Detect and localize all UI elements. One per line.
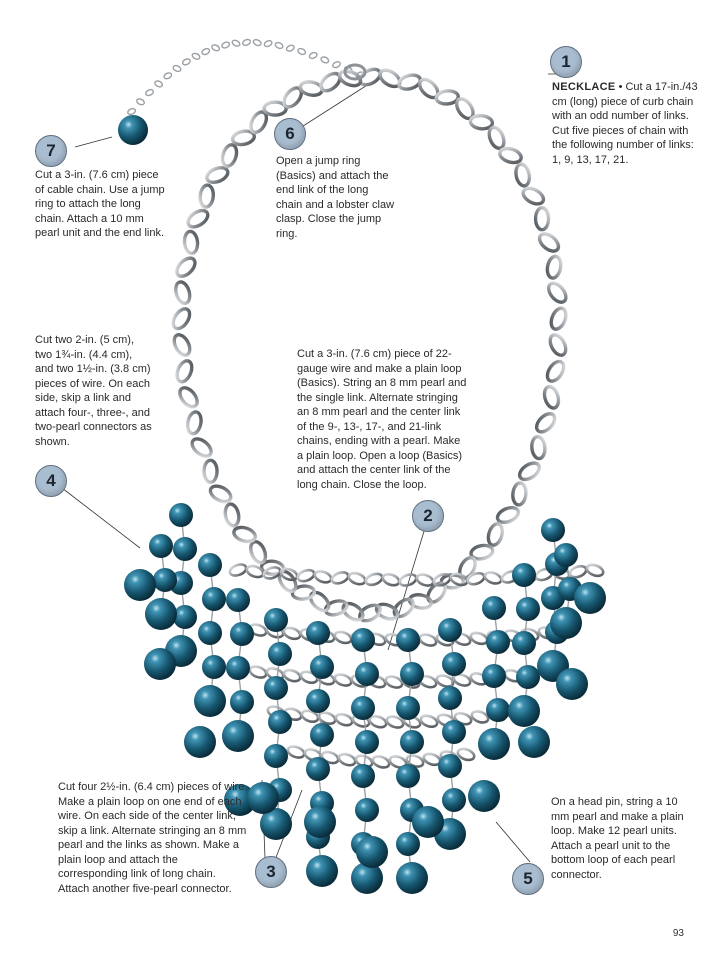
fringe-link (381, 572, 400, 587)
connector-pearl (306, 757, 330, 781)
connector-pearl (396, 832, 420, 856)
connector-pearl (482, 664, 506, 688)
fringe-link (585, 563, 604, 578)
fringe-link (398, 572, 417, 587)
fringe-link (248, 664, 267, 679)
curb-link (531, 436, 546, 459)
cable-link (145, 89, 154, 97)
cable-link (274, 41, 283, 49)
cable-link (297, 47, 306, 55)
connector-pearl (400, 662, 424, 686)
end-pearl (118, 115, 148, 145)
cable-link (242, 38, 251, 46)
connector-pearl (230, 690, 254, 714)
curb-link (204, 460, 217, 482)
curb-link (533, 410, 558, 435)
cable-link (231, 39, 240, 47)
connector-pearl (226, 656, 250, 680)
connector-pearl (202, 587, 226, 611)
connector-pearl (554, 543, 578, 567)
leader-line (62, 488, 140, 548)
connector-pearl (310, 723, 334, 747)
cable-link (191, 52, 200, 60)
curb-link (536, 208, 549, 230)
drop-pearl (184, 726, 216, 758)
curb-link (205, 165, 230, 185)
connector-pearl (516, 597, 540, 621)
fringe-link (337, 752, 356, 767)
fringe-link (418, 632, 437, 647)
drop-pearl (574, 582, 606, 614)
cable-link (182, 58, 191, 66)
connector-pearl (169, 503, 193, 527)
fringe-link (449, 572, 468, 587)
connector-pearl (400, 730, 424, 754)
drop-pearl (194, 685, 226, 717)
drop-pearl (356, 836, 388, 868)
curb-link (548, 306, 568, 331)
connector-pearl (198, 553, 222, 577)
step-1-lead-separator: • (615, 81, 626, 93)
leader-line (496, 822, 530, 862)
cable-link (154, 80, 163, 88)
cable-link (263, 40, 272, 48)
drop-pearl (145, 598, 177, 630)
step-badge-7: 7 (35, 135, 67, 167)
connector-pearl (268, 710, 292, 734)
fringe-link (483, 570, 502, 585)
curb-link (542, 385, 561, 410)
cable-link (252, 39, 261, 47)
fringe-link (333, 630, 352, 645)
fringe-link (347, 571, 366, 586)
fringe-link (330, 570, 349, 585)
drop-pearl (508, 695, 540, 727)
connector-pearl (482, 596, 506, 620)
curb-link (307, 589, 332, 614)
fringe-link (313, 569, 332, 584)
connector-pearl (306, 621, 330, 645)
step-badge-6: 6 (274, 118, 306, 150)
connector-pearl (438, 618, 462, 642)
fringe-link (296, 568, 315, 583)
connector-pearl (306, 689, 330, 713)
curb-link (174, 255, 199, 280)
fringe-link (228, 562, 247, 577)
drop-pearl (247, 782, 279, 814)
drop-pearl (396, 862, 428, 894)
connector-pearl (198, 621, 222, 645)
connector-pearl (442, 652, 466, 676)
fringe-link (286, 744, 305, 759)
connector-pearl (516, 665, 540, 689)
curb-link (186, 411, 203, 435)
connector-pearl (396, 696, 420, 720)
cable-link (127, 107, 136, 115)
connector-pearl (351, 628, 375, 652)
connector-pearl (310, 655, 334, 679)
drop-pearl (144, 648, 176, 680)
fringe-link (568, 564, 587, 579)
fringe-link (282, 626, 301, 641)
page-number: 93 (672, 928, 684, 939)
drop-pearl (306, 855, 338, 887)
cable-link (286, 44, 295, 52)
connector-pearl (396, 764, 420, 788)
connector-pearl (486, 698, 510, 722)
connector-pearl (351, 696, 375, 720)
curb-link (220, 143, 239, 168)
curb-link (517, 460, 543, 483)
curb-link (486, 522, 505, 547)
cable-link (308, 51, 317, 59)
connector-pearl (512, 631, 536, 655)
curb-link (177, 385, 201, 410)
curb-link (521, 185, 547, 207)
curb-link (547, 332, 569, 358)
fringe-link (364, 572, 383, 587)
fringe-link (469, 631, 488, 646)
connector-pearl (351, 764, 375, 788)
step-badge-4: 4 (35, 465, 67, 497)
cable-link (136, 98, 145, 106)
fringe-link (419, 714, 438, 729)
connector-pearl (264, 608, 288, 632)
fringe-link (415, 572, 434, 587)
curb-link (512, 482, 527, 505)
step-badge-1: 1 (550, 46, 582, 78)
connector-pearl (153, 568, 177, 592)
connector-pearl (438, 686, 462, 710)
curb-link (498, 146, 523, 165)
curb-link (189, 436, 214, 460)
curb-link (248, 540, 268, 565)
drop-pearl (478, 728, 510, 760)
step-badge-2: 2 (412, 500, 444, 532)
connector-pearl (202, 655, 226, 679)
curb-link (171, 332, 193, 358)
curb-link (223, 503, 240, 527)
connector-pearl (541, 518, 565, 542)
fringe-link (333, 672, 352, 687)
curb-link (486, 125, 506, 150)
curb-link (546, 255, 563, 279)
curb-link (199, 184, 214, 207)
connector-pearl (355, 662, 379, 686)
step-badge-5: 5 (512, 863, 544, 895)
drop-pearl (550, 607, 582, 639)
curb-link (232, 525, 257, 544)
step-1-lead: NECKLACE (552, 81, 616, 93)
connector-pearl (173, 537, 197, 561)
cable-link (221, 41, 230, 49)
curb-link (536, 230, 561, 254)
curb-link (495, 505, 520, 525)
connector-pearl (442, 720, 466, 744)
curb-link (470, 115, 493, 130)
curb-chain (170, 65, 569, 624)
connector-pearl (230, 622, 254, 646)
drop-pearl (518, 726, 550, 758)
cable-link (201, 48, 210, 56)
drop-pearl (222, 720, 254, 752)
curb-link (183, 231, 198, 254)
connector-pearl (442, 788, 466, 812)
connector-pearl (438, 754, 462, 778)
curb-link (514, 163, 531, 187)
cable-link (332, 61, 341, 69)
connector-pearl (396, 628, 420, 652)
connector-pearl (355, 798, 379, 822)
drop-pearl (468, 780, 500, 812)
connector-pearl (355, 730, 379, 754)
step-4-text: Cut two 2-in. (5 cm), two 1¾-in. (4.4 cm), and two 1½-in. (3.8 cm) pieces of wire. On each side, skip a link and attach four-, three-, and two-pearl connectors as shown. (35, 334, 152, 448)
step-7-text: Cut a 3-in. (7.6 cm) piece of cable chain. Use a jump ring to attach the long chain. Attach a 10 mm pearl unit and the end link. (35, 169, 165, 239)
connector-pearl (486, 630, 510, 654)
step-1-text (552, 80, 702, 167)
step-3-text: Cut four 2½-in. (6.4 cm) pieces of wire. Make a plain loop on one end of each wire. On each side of the center link, skip a link. Alternate stringing an 8 mm pearl and the links as shown. Make a plain loop and attach the corresponding link of long chain. Attach another five-pearl connector. (58, 781, 248, 895)
drop-pearl (412, 806, 444, 838)
curb-link (173, 280, 192, 305)
drop-pearl (124, 569, 156, 601)
curb-link (544, 359, 567, 385)
drop-pearl (304, 806, 336, 838)
curb-link (174, 359, 194, 384)
step-5-text: On a head pin, string a 10 mm pearl and make a plain loop. Make 12 pearl units. Attach a pearl unit to the bottom loop of each pearl connector. (551, 796, 684, 881)
connector-pearl (512, 563, 536, 587)
connector-pearl (264, 676, 288, 700)
step-1-body: Cut a 17-in./43 cm (long) piece of curb chain with an odd number of links. Cut five pieces of chain with the following number of links: 1, 9, 13, 17, 21. (552, 81, 698, 166)
fringe-link (334, 712, 353, 727)
cable-link (211, 44, 220, 52)
drop-pearl (556, 668, 588, 700)
leader-line (300, 82, 372, 128)
curb-link (545, 280, 569, 305)
connector-pearl (264, 744, 288, 768)
curb-link (185, 207, 211, 230)
curb-link (170, 306, 193, 332)
connector-pearl (149, 534, 173, 558)
cable-link (320, 56, 329, 64)
cable-link (172, 64, 181, 72)
leader-line (75, 137, 112, 147)
fringe-link (466, 571, 485, 586)
fringe-link (371, 754, 390, 769)
step-6-text: Open a jump ring (Basics) and attach the end link of the long chain and a lobster claw clasp. Close the jump ring. (276, 155, 395, 240)
cable-link (163, 72, 172, 80)
connector-pearl (226, 588, 250, 612)
curb-link (208, 483, 234, 505)
connector-pearl (268, 642, 292, 666)
step-2-text: Cut a 3-in. (7.6 cm) piece of 22-gauge wire and make a plain loop (Basics). String an 8 mm pearl and the single link. Alternate stringing an 8 mm pearl and the center link of the 9-, 13-, 17-, and 21-link chains, ending with a pearl. Make a plain loop. Open a loop (Basics) and attach the center link of the long chain. Close the loop. (297, 348, 467, 491)
step-badge-3: 3 (255, 856, 287, 888)
